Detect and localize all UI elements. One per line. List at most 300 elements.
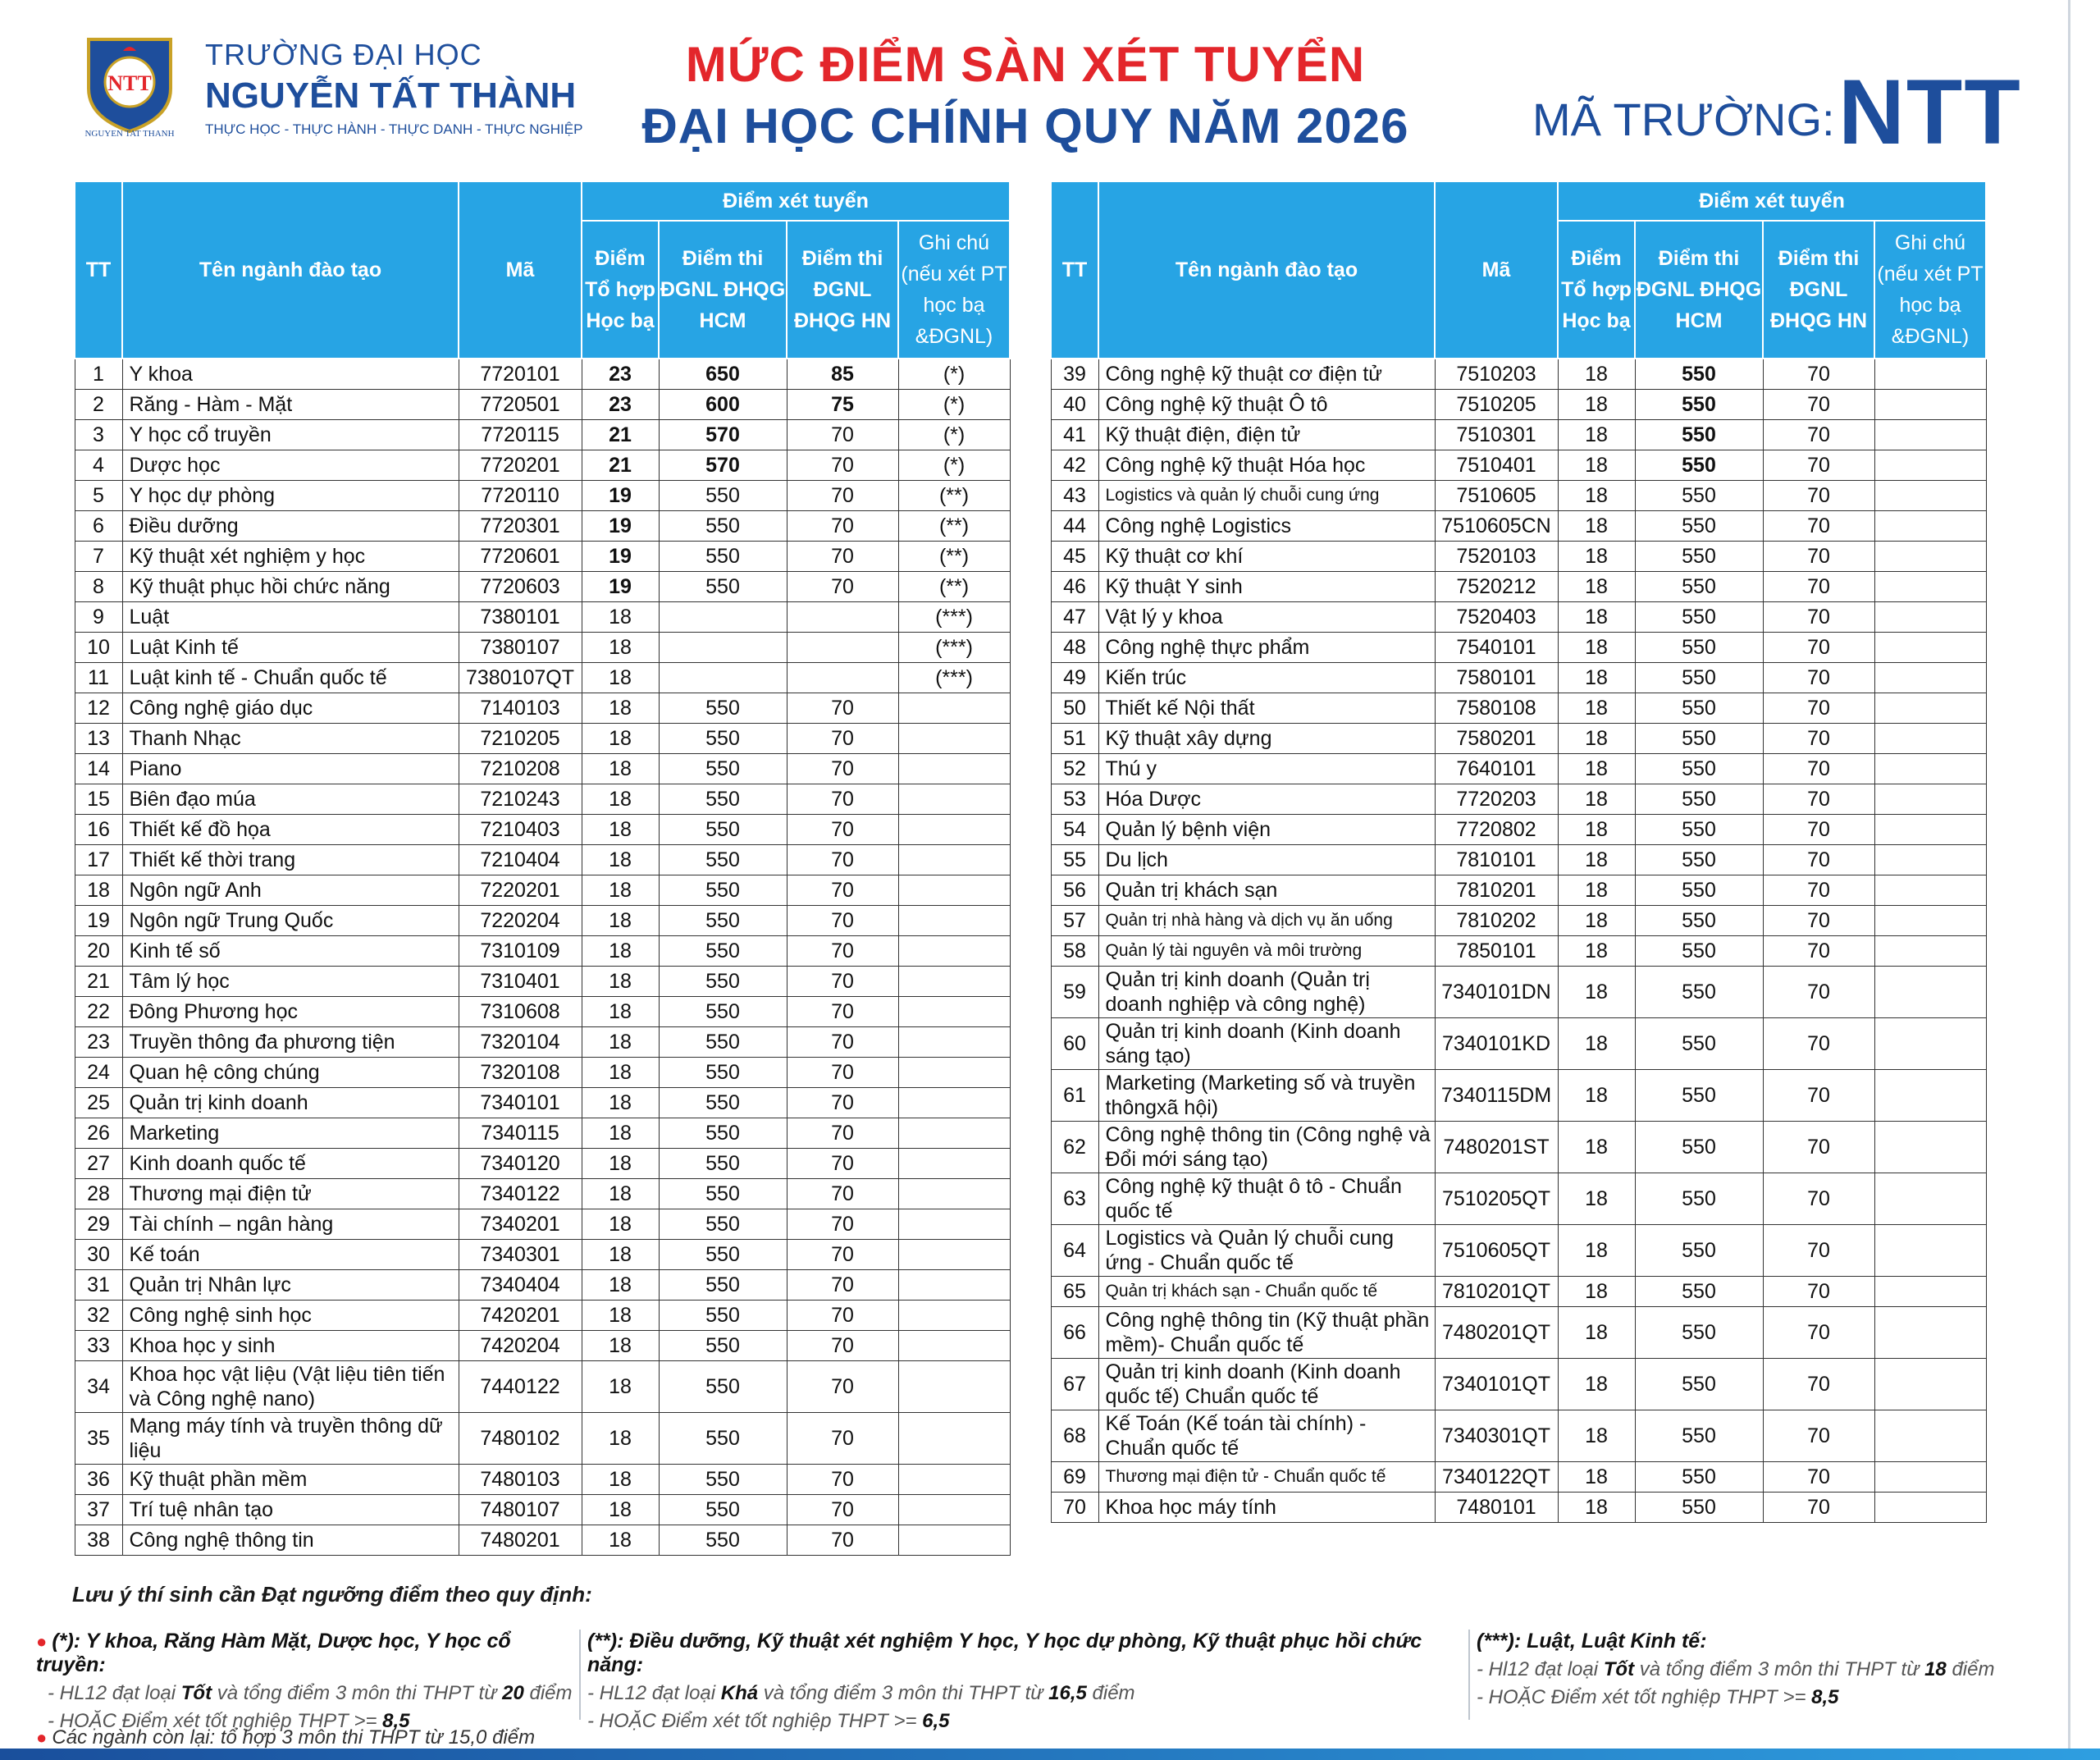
row-number: 24 [75,1058,122,1088]
score-hcm: 550 [1635,1277,1763,1307]
row-note [898,784,1010,815]
program-name: Công nghệ thực phẩm [1098,633,1435,663]
table-row [1051,1462,1986,1493]
row-number: 42 [1051,450,1098,481]
table-row [1051,1018,1986,1070]
row-note [898,1465,1010,1495]
row-note [1874,359,1986,390]
score-hcm: 550 [1635,1225,1763,1277]
score-hcm: 550 [1635,572,1763,602]
score-hcm: 550 [1635,815,1763,845]
table-row [75,1058,1010,1088]
score-hn: 70 [1763,784,1874,815]
row-number: 66 [1051,1307,1098,1359]
score-hocba: 18 [1558,1122,1635,1173]
row-number: 8 [75,572,122,602]
row-note [898,967,1010,997]
program-code: 7340101QT [1435,1359,1558,1410]
note-divider [579,1630,581,1720]
program-name: Quản trị kinh doanh (Kinh doanh sáng tạo) [1098,1018,1435,1070]
score-hn: 70 [1763,542,1874,572]
score-hcm: 550 [659,572,787,602]
row-note [898,1179,1010,1209]
program-code: 7510301 [1435,420,1558,450]
program-code: 7480101 [1435,1493,1558,1523]
score-hocba: 18 [582,967,659,997]
header-hocba: Điểm Tổ hợp Học bạ [1558,221,1635,359]
score-hcm: 550 [659,845,787,875]
score-hn: 70 [1763,1359,1874,1410]
program-code: 7520403 [1435,602,1558,633]
row-number: 6 [75,511,122,542]
row-note [1874,754,1986,784]
program-name: Y khoa [122,359,459,390]
score-hcm: 550 [659,875,787,906]
program-code: 7340301QT [1435,1410,1558,1462]
score-hocba: 18 [1558,481,1635,511]
row-number: 23 [75,1027,122,1058]
title-line1: MỨC ĐIỂM SÀN XÉT TUYỂN [685,37,1366,92]
program-name: Khoa học máy tính [1098,1493,1435,1523]
row-number: 3 [75,420,122,450]
school-code-label: MÃ TRƯỜNG: [1532,94,1835,145]
score-hcm: 550 [1635,481,1763,511]
header-hn: Điểm thi ĐGNL ĐHQG HN [787,221,898,359]
header-hcm: Điểm thi ĐGNL ĐHQG HCM [1635,221,1763,359]
score-hn: 75 [787,390,898,420]
program-name: Thiết kế Nội thất [1098,693,1435,724]
program-name: Đông Phương học [122,997,459,1027]
row-number: 53 [1051,784,1098,815]
score-hn: 70 [787,1301,898,1331]
program-name: Quản trị kinh doanh (Kinh doanh quốc tế) Chuẩn quốc tế [1098,1359,1435,1410]
row-number: 61 [1051,1070,1098,1122]
program-code: 7340101DN [1435,967,1558,1018]
score-hocba: 18 [582,1465,659,1495]
program-code: 7810201 [1435,875,1558,906]
program-code: 7480103 [459,1465,582,1495]
row-number: 11 [75,663,122,693]
program-name: Công nghệ Logistics [1098,511,1435,542]
score-hocba: 18 [1558,1277,1635,1307]
table-row [75,542,1010,572]
table-row [1051,1493,1986,1523]
score-hn: 70 [1763,1070,1874,1122]
score-hn: 70 [1763,693,1874,724]
score-hn: 70 [1763,390,1874,420]
score-hn: 70 [787,1331,898,1361]
row-note [1874,1359,1986,1410]
table-row [1051,906,1986,936]
program-code: 7510205 [1435,390,1558,420]
table-row [1051,359,1986,390]
table-row [75,815,1010,845]
row-number: 67 [1051,1359,1098,1410]
score-hcm: 550 [1635,1307,1763,1359]
score-hn: 70 [787,1088,898,1118]
table-row [1051,420,1986,450]
program-code: 7850101 [1435,936,1558,967]
row-note [898,906,1010,936]
row-note: (*) [898,420,1010,450]
score-hocba: 19 [582,511,659,542]
score-hocba: 18 [1558,1462,1635,1493]
program-name: Logistics và quản lý chuỗi cung ứng [1098,481,1435,511]
program-name: Truyền thông đa phương tiện [122,1027,459,1058]
table-row [75,997,1010,1027]
note-remaining-text: Các ngành còn lại: tổ hợp 3 môn thi THPT từ 15,0 điểm [52,1726,536,1749]
row-number: 4 [75,450,122,481]
score-hn: 70 [1763,1018,1874,1070]
table-row [75,450,1010,481]
row-number: 31 [75,1270,122,1301]
score-hcm: 550 [1635,936,1763,967]
score-hn: 70 [787,906,898,936]
note2-l1b: Khá [720,1682,759,1704]
row-note [898,754,1010,784]
program-code: 7720115 [459,420,582,450]
table-row [1051,936,1986,967]
score-hocba: 18 [1558,967,1635,1018]
score-hn: 70 [1763,1173,1874,1225]
program-code: 7540101 [1435,633,1558,663]
score-hcm: 550 [1635,1410,1763,1462]
score-hn: 70 [787,420,898,450]
row-number: 59 [1051,967,1098,1018]
table-row [75,906,1010,936]
row-number: 48 [1051,633,1098,663]
program-name: Trí tuệ nhân tạo [122,1495,459,1525]
logo-text: NTT [107,71,152,95]
table-row [1051,633,1986,663]
score-hocba: 18 [1558,390,1635,420]
row-note [898,815,1010,845]
table-row [1051,1277,1986,1307]
row-note [1874,1462,1986,1493]
score-hcm: 550 [1635,845,1763,875]
program-name: Công nghệ thông tin (Kỹ thuật phần mềm)- Chuẩn quốc tế [1098,1307,1435,1359]
score-hcm: 550 [1635,724,1763,754]
program-name: Vật lý y khoa [1098,602,1435,633]
row-number: 56 [1051,875,1098,906]
table-row [75,875,1010,906]
score-hocba: 18 [582,724,659,754]
note1-l2a: - HOẶC Điểm xét tốt nghiệp THPT >= [48,1710,383,1732]
program-name: Quản trị khách sạn [1098,875,1435,906]
score-hn: 70 [787,1149,898,1179]
score-hn: 70 [1763,1410,1874,1462]
table-row [1051,572,1986,602]
program-code: 7420201 [459,1301,582,1331]
program-name: Công nghệ kỹ thuật ô tô - Chuẩn quốc tế [1098,1173,1435,1225]
score-hocba: 19 [582,572,659,602]
score-hn: 70 [1763,724,1874,754]
score-hocba: 18 [582,1240,659,1270]
header-code: Mã [459,181,582,359]
table-row [1051,1173,1986,1225]
notes-heading: Lưu ý thí sinh cần Đạt ngưỡng điểm theo quy định: [72,1582,592,1607]
program-code: 7340122 [459,1179,582,1209]
score-hcm: 550 [1635,511,1763,542]
score-hocba: 18 [582,633,659,663]
program-name: Luật Kinh tế [122,633,459,663]
score-hn: 70 [1763,754,1874,784]
program-code: 7510605QT [1435,1225,1558,1277]
score-hn: 70 [1763,1122,1874,1173]
row-note [898,1088,1010,1118]
note-col-2 [587,1630,1457,1733]
row-note: (*) [898,390,1010,420]
program-code: 7720201 [459,450,582,481]
table-row [75,633,1010,663]
row-number: 65 [1051,1277,1098,1307]
score-hocba: 21 [582,450,659,481]
program-name: Tài chính – ngân hàng [122,1209,459,1240]
row-note [1874,1307,1986,1359]
score-hcm: 550 [659,1525,787,1556]
score-hocba: 18 [1558,1070,1635,1122]
program-name: Quan hệ công chúng [122,1058,459,1088]
row-number: 5 [75,481,122,511]
score-hocba: 18 [1558,572,1635,602]
score-hcm: 550 [659,1240,787,1270]
score-hocba: 18 [582,1209,659,1240]
score-hcm: 550 [659,1270,787,1301]
score-hocba: 18 [1558,663,1635,693]
row-number: 21 [75,967,122,997]
program-name: Quản lý bệnh viện [1098,815,1435,845]
score-hcm: 550 [1635,754,1763,784]
table-row [75,1209,1010,1240]
table-row [75,481,1010,511]
table-row [75,1495,1010,1525]
note2-l1a: - HL12 đạt loại [587,1682,721,1704]
row-note [1874,420,1986,450]
score-hn: 70 [787,481,898,511]
header-group: Điểm xét tuyển [582,181,1010,221]
program-name: Y học cổ truyền [122,420,459,450]
row-note: (**) [898,481,1010,511]
score-hocba: 18 [1558,784,1635,815]
row-note [1874,542,1986,572]
row-note: (*) [898,450,1010,481]
program-name: Quản trị Nhân lực [122,1270,459,1301]
score-hcm: 550 [659,1413,787,1465]
program-name: Thiết kế thời trang [122,845,459,875]
school-logo [72,31,187,138]
score-hcm: 550 [659,1058,787,1088]
program-name: Thanh Nhạc [122,724,459,754]
table-row [1051,1225,1986,1277]
row-note: (***) [898,663,1010,693]
score-hocba: 18 [1558,936,1635,967]
table-row [1051,754,1986,784]
program-code: 7340115DM [1435,1070,1558,1122]
page-title [623,36,1427,154]
row-number: 7 [75,542,122,572]
score-hcm: 550 [659,1465,787,1495]
row-note: (***) [898,633,1010,663]
program-code: 7310608 [459,997,582,1027]
table-row [1051,845,1986,875]
program-name: Kế toán [122,1240,459,1270]
header-note: Ghi chú (nếu xét PT học bạ &ĐGNL) [1874,221,1986,359]
table-body-right [1051,359,1986,1523]
program-name: Thiết kế đồ họa [122,815,459,845]
row-number: 26 [75,1118,122,1149]
note3-head: (***): Luật, Luật Kinh tế: [1477,1630,1707,1653]
table-row [75,693,1010,724]
program-name: Thương mại điện tử [122,1179,459,1209]
row-number: 39 [1051,359,1098,390]
row-number: 52 [1051,754,1098,784]
score-hcm: 570 [659,420,787,450]
score-hocba: 18 [582,1495,659,1525]
note3-l2b: 8,5 [1811,1686,1839,1708]
score-hocba: 18 [582,875,659,906]
row-note [898,997,1010,1027]
note1-head: (*): Y khoa, Răng Hàm Mặt, Dược học, Y học cổ truyền: [36,1630,511,1676]
row-note [898,1118,1010,1149]
table-row [1051,784,1986,815]
program-name: Biên đạo múa [122,784,459,815]
program-code: 7340101 [459,1088,582,1118]
row-note [898,1209,1010,1240]
row-note: (*) [898,359,1010,390]
row-note [1874,875,1986,906]
table-row [75,967,1010,997]
table-row [75,390,1010,420]
score-hn: 70 [787,1058,898,1088]
row-note [1874,511,1986,542]
score-hn: 70 [787,724,898,754]
table-row [1051,693,1986,724]
row-note [898,1240,1010,1270]
school-name-block [205,38,582,138]
table-row [1051,1359,1986,1410]
score-hocba: 18 [582,1058,659,1088]
score-hocba: 18 [582,936,659,967]
program-name: Quản trị khách sạn - Chuẩn quốc tế [1098,1277,1435,1307]
row-note [898,1027,1010,1058]
score-hcm: 550 [1635,542,1763,572]
program-code: 7310109 [459,936,582,967]
score-hn: 70 [1763,663,1874,693]
notes-section [36,1582,2041,1749]
program-name: Kỹ thuật Y sinh [1098,572,1435,602]
program-code: 7210243 [459,784,582,815]
score-hcm: 550 [1635,1070,1763,1122]
score-hocba: 18 [582,784,659,815]
score-hn: 70 [1763,1307,1874,1359]
program-code: 7480107 [459,1495,582,1525]
program-name: Công nghệ kỹ thuật Ô tô [1098,390,1435,420]
score-hocba: 18 [1558,1173,1635,1225]
score-hcm: 650 [659,359,787,390]
note2-l1e: điểm [1086,1682,1135,1704]
score-hn: 70 [1763,875,1874,906]
row-note [1874,1122,1986,1173]
row-note [1874,1018,1986,1070]
program-code: 7480102 [459,1413,582,1465]
program-code: 7320104 [459,1027,582,1058]
score-hn: 70 [787,967,898,997]
table-row [1051,967,1986,1018]
score-hn: 70 [1763,450,1874,481]
score-hcm: 550 [1635,1018,1763,1070]
score-hn: 70 [787,815,898,845]
logo-caption: NGUYEN TAT THANH [84,129,175,138]
note-remaining [36,1726,535,1749]
score-hn: 70 [787,1118,898,1149]
header-code: Mã [1435,181,1558,359]
program-code: 7340101KD [1435,1018,1558,1070]
table-row [75,1465,1010,1495]
program-name: Khoa học vật liệu (Vật liệu tiên tiến và Công nghệ nano) [122,1361,459,1413]
score-hocba: 18 [1558,845,1635,875]
school-slogan: THỰC HỌC - THỰC HÀNH - THỰC DANH - THỰC NGHIỆP [205,121,583,137]
program-code: 7640101 [1435,754,1558,784]
program-name: Công nghệ kỹ thuật cơ điện tử [1098,359,1435,390]
program-code: 7140103 [459,693,582,724]
score-hn: 70 [787,936,898,967]
score-hcm: 550 [659,481,787,511]
score-hcm: 550 [659,1301,787,1331]
note3-l2a: - HOẶC Điểm xét tốt nghiệp THPT >= [1477,1686,1812,1708]
row-number: 47 [1051,602,1098,633]
row-note: (**) [898,572,1010,602]
program-name: Kế Toán (Kế toán tài chính) - Chuẩn quốc tế [1098,1410,1435,1462]
header-name: Tên ngành đào tạo [1098,181,1435,359]
program-code: 7480201 [459,1525,582,1556]
program-name: Thương mại điện tử - Chuẩn quốc tế [1098,1462,1435,1493]
row-number: 37 [75,1495,122,1525]
row-number: 58 [1051,936,1098,967]
row-number: 70 [1051,1493,1098,1523]
program-code: 7210404 [459,845,582,875]
program-code: 7340120 [459,1149,582,1179]
program-name: Công nghệ thông tin (Công nghệ và Đổi mới sáng tạo) [1098,1122,1435,1173]
score-hocba: 18 [582,602,659,633]
score-hn: 70 [1763,845,1874,875]
score-hcm: 550 [659,1088,787,1118]
program-name: Kỹ thuật phục hồi chức năng [122,572,459,602]
table-row [75,511,1010,542]
score-hocba: 18 [582,1118,659,1149]
program-name: Kỹ thuật xây dựng [1098,724,1435,754]
table-row [75,724,1010,754]
program-name: Luật [122,602,459,633]
score-hcm: 550 [1635,450,1763,481]
header-group: Điểm xét tuyển [1558,181,1986,221]
table-row [75,1361,1010,1413]
program-code: 7220204 [459,906,582,936]
score-hn [787,633,898,663]
program-name: Khoa học y sinh [122,1331,459,1361]
row-number: 20 [75,936,122,967]
program-code: 7720601 [459,542,582,572]
row-number: 57 [1051,906,1098,936]
row-note [898,693,1010,724]
header-hcm: Điểm thi ĐGNL ĐHQG HCM [659,221,787,359]
score-hocba: 18 [582,1088,659,1118]
score-hn: 70 [1763,1462,1874,1493]
score-hocba: 18 [1558,693,1635,724]
note1-l1a: - HL12 đạt loại [48,1682,181,1704]
program-name: Kỹ thuật xét nghiệm y học [122,542,459,572]
score-hn: 70 [787,542,898,572]
table-row [1051,724,1986,754]
